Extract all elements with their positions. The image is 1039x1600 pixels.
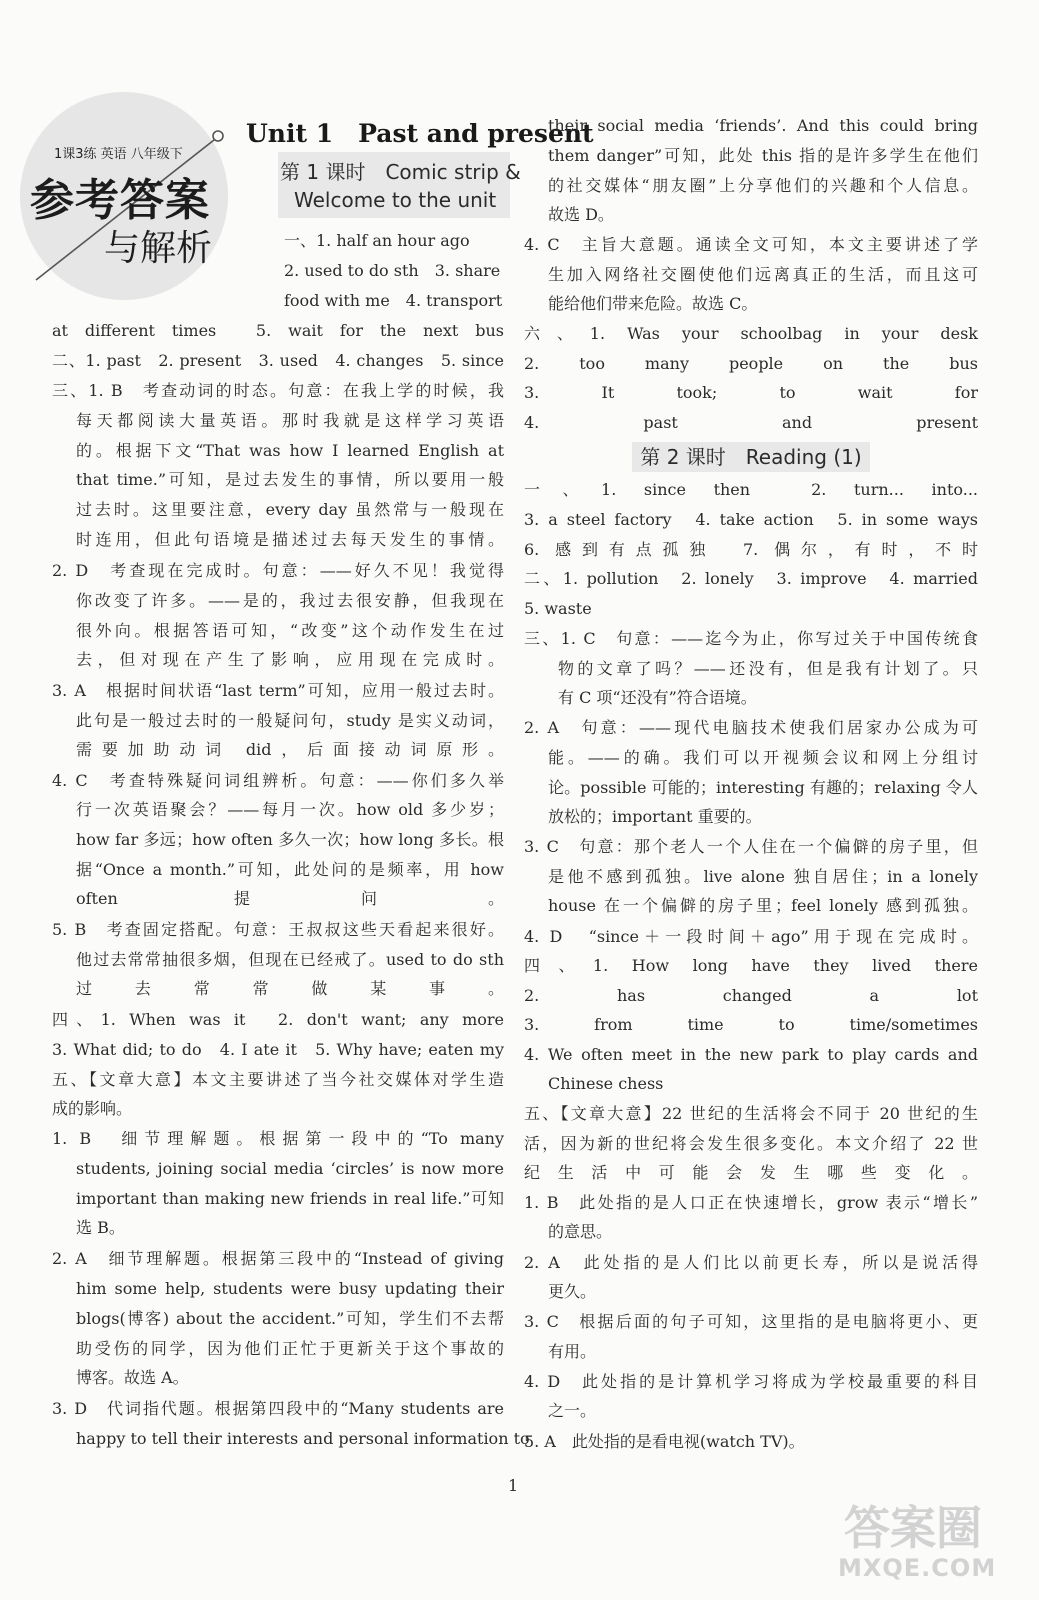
right-column-text-line: 4. C 主旨大意题。通读全文可知，本文主要讲述了学	[524, 235, 978, 254]
left-column-text-line: 2. D 考查现在完成时。句意：——好久不见！我觉得	[52, 561, 504, 580]
right-column-text-line: 4. D “since＋一段时间＋ago”用于现在完成时。	[524, 927, 978, 946]
left-column-text-line: 过去常常做某事。	[76, 979, 504, 998]
left-column-text-line: at different times 5. wait for the next bus	[52, 321, 504, 340]
left-column-text-line: him some help, students were busy updating their	[76, 1279, 504, 1298]
left-column-text-line: 行一次英语聚会？——每月一次。how old 多少岁；	[76, 800, 504, 819]
watermark-logo	[838, 1492, 1018, 1588]
right-column-text-line: 的意思。	[548, 1222, 613, 1241]
right-column-text-line: Chinese chess	[548, 1074, 664, 1093]
left-column-text-line: 三、1. B 考查动词的时态。句意：在我上学的时候，我	[52, 381, 504, 400]
right-column-text-line: 是他不感到孤独。live alone 独自居住；in a lonely	[548, 867, 978, 886]
left-column-text-line: food with me 4. transport	[284, 291, 503, 310]
right-column-text-line: 生加入网络社交圈使他们远离真正的生活，而且这可	[548, 265, 978, 284]
left-column-text-line: 此句是一般过去时的一般疑问句，study 是实义动词，	[76, 711, 504, 730]
right-column-text-line: them danger”可知，此处 this 指的是许多学生在他们	[548, 146, 978, 165]
right-column-text-line: 一、1. since then 2. turn... into...	[524, 480, 978, 499]
lesson-2-heading: 第 2 课时 Reading (1)	[632, 442, 870, 472]
right-column-text-line: 4. D 此处指的是计算机学习将成为学校最重要的科目	[524, 1372, 978, 1391]
right-column-text-line: 能给他们带来危险。故选 C。	[548, 294, 758, 313]
left-column-text-line: 成的影响。	[52, 1099, 133, 1118]
left-column-text-line: 1. B 细节理解题。根据第一段中的“To many	[52, 1129, 504, 1148]
right-column-text-line: 物的文章了吗？——还没有，但是我有计划了。只	[558, 659, 978, 678]
left-column-text-line: 很外向。根据答语可知，“改变”这个动作发生在过	[76, 621, 504, 640]
right-column-text-line: 1. B 此处指的是人口正在快速增长，grow 表示“增长”	[524, 1193, 978, 1212]
right-column-text-line: 2. too many people on the bus	[524, 354, 978, 373]
lesson-1-heading-line2: Welcome to the unit	[294, 188, 497, 212]
right-column-text-line: 5. waste	[524, 599, 592, 618]
left-column-text-line: 去，但对现在产生了影响，应用现在完成时。	[76, 650, 504, 669]
right-column-text-line: 之一。	[548, 1401, 597, 1420]
right-column-text-line: 论。possible 可能的；interesting 有趣的；relaxing 令人	[548, 778, 978, 797]
right-column-text-line: 纪生活中可能会发生哪些变化。	[524, 1163, 978, 1182]
left-column-text-line: 五、【文章大意】本文主要讲述了当今社交媒体对学生造	[52, 1070, 504, 1089]
left-column-text-line: 四、1. When was it 2. don't want; any more	[52, 1010, 504, 1029]
left-column-text-line: 2. used to do sth 3. share	[284, 261, 501, 280]
right-column-text-line: 六、1. Was your schoolbag in your desk	[524, 324, 978, 343]
left-column-text-line: happy to tell their interests and personal information to	[76, 1429, 530, 1448]
right-column-text-line: 有 C 项“还没有”符合语境。	[558, 688, 757, 707]
right-column-text-line: 5. A 此处指的是看电视(watch TV)。	[524, 1432, 805, 1451]
left-column-text-line: 据“Once a month.”可知，此处问的是频率，用 how	[76, 860, 504, 879]
left-column-text-line: students, joining social media ‘circles’ is now more	[76, 1159, 504, 1178]
right-column-text-line: their social media ‘friends’. And this could bring	[548, 116, 978, 135]
right-column-text-line: 活，因为新的世纪将会发生很多变化。本文介绍了 22 世	[524, 1134, 978, 1153]
book-series-label: 1课3练 英语 八年级下	[54, 147, 183, 162]
left-column-text-line: 一、1. half an hour ago	[284, 231, 470, 250]
watermark-url: MXQE.COM	[838, 1554, 997, 1582]
left-column-text-line: 他过去常常抽很多烟，但现在已经戒了。used to do sth	[76, 950, 504, 969]
right-column-text-line: 2. A 句意：——现代电脑技术使我们居家办公成为可	[524, 718, 978, 737]
left-column-text-line: 5. B 考查固定搭配。句意：王叔叔这些天看起来很好。	[52, 920, 504, 939]
right-column-text-line: 3. C 根据后面的句子可知，这里指的是电脑将更小、更	[524, 1312, 978, 1331]
right-column-text-line: 3. a steel factory 4. take action 5. in some ways	[524, 510, 978, 529]
left-column-text-line: that time.”可知，是过去发生的事情，所以要用一般	[76, 470, 504, 489]
left-column-text-line: often 提问。	[76, 889, 504, 908]
right-column-text-line: 3. from time to time/sometimes	[524, 1015, 978, 1034]
right-column-text-line: 3. C 句意：那个老人一个人住在一个偏僻的房子里，但	[524, 837, 978, 856]
right-column-text-line: 2. A 此处指的是人们比以前更长寿，所以是说活得	[524, 1253, 978, 1272]
left-column-text-line: blogs(博客) about the accident.”可知，学生们不去帮	[76, 1309, 504, 1328]
left-column-text-line: 的。根据下文“That was how I learned English at	[76, 441, 504, 460]
left-column-text-line: 二、1. past 2. present 3. used 4. changes 5. since	[52, 351, 504, 370]
left-column-text-line: 过去时。这里要注意，every day 虽然常与一般现在	[76, 500, 504, 519]
right-column-text-line: 二、1. pollution 2. lonely 3. improve 4. married	[524, 569, 978, 588]
left-column-text-line: 时连用，但此句语境是描述过去每天发生的事情。	[76, 530, 504, 549]
left-column-text-line: how far 多远；how often 多久一次；how long 多长。根	[76, 830, 504, 849]
lesson-1-heading-line1: 第 1 课时 Comic strip &	[280, 160, 521, 184]
left-column-text-line: 2. A 细节理解题。根据第三段中的“Instead of giving	[52, 1249, 504, 1268]
right-column-text-line: 3. It took; to wait for	[524, 383, 978, 402]
badge-subtitle: 与解析	[104, 228, 213, 269]
right-column-text-line: 的社交媒体“朋友圈”上分享他们的兴趣和个人信息。	[548, 176, 978, 195]
left-column-text-line: 需要加助动词 did，后面接动词原形。	[76, 740, 504, 759]
right-column-text-line: 五、【文章大意】22 世纪的生活将会不同于 20 世纪的生	[524, 1104, 978, 1123]
lesson-1-heading	[278, 152, 521, 218]
left-column-text-line: 3. D 代词指代题。根据第四段中的“Many students are	[52, 1399, 504, 1418]
left-column-text-line: 博客。故选 A。	[76, 1368, 189, 1387]
right-column-text-line: 有用。	[548, 1342, 597, 1361]
right-column-text-line: 放松的；important 重要的。	[548, 807, 762, 826]
right-column-text-line: 4. We often meet in the new park to play cards and	[524, 1045, 978, 1064]
unit-title: Unit 1 Past and present	[246, 119, 594, 148]
badge-title: 参考答案	[30, 175, 210, 226]
left-column-text-line: 选 B。	[76, 1218, 125, 1237]
left-column-text-line: 4. C 考查特殊疑问词组辨析。句意：——你们多久举	[52, 771, 504, 790]
right-column-text-line: house 在一个偏僻的房子里；feel lonely 感到孤独。	[548, 896, 978, 915]
left-column-text-line: important than making new friends in real life.”可知	[76, 1189, 504, 1208]
right-column-text-line: 三、1. C 句意：——迄今为止，你写过关于中国传统食	[524, 629, 978, 648]
right-column-text-line: 6. 感到有点孤独 7. 偶尔，有时，不时	[524, 540, 978, 559]
left-column-text-line: 每天都阅读大量英语。那时我就是这样学习英语	[76, 411, 504, 430]
left-column-text-line: 3. A 根据时间状语“last term”可知，应用一般过去时。	[52, 681, 504, 700]
right-column-text-line: 2. has changed a lot	[524, 986, 978, 1005]
left-column-text-line: 助受伤的同学，因为他们正忙于更新关于这个事故的	[76, 1339, 504, 1358]
right-column-text-line: 四、1. How long have they lived there	[524, 956, 978, 975]
left-column-text-line: 你改变了许多。——是的，我过去很安静，但我现在	[76, 591, 504, 610]
right-column-text-line: 故选 D。	[548, 205, 614, 224]
left-column-text-line: 3. What did; to do 4. I ate it 5. Why have; eaten my	[52, 1040, 504, 1059]
right-column-text-line: 更久。	[548, 1282, 597, 1301]
page-number: 1	[508, 1476, 519, 1495]
right-column-text-line: 4. past and present	[524, 413, 978, 432]
right-column-text-line: 能。——的确。我们可以开视频会议和网上分组讨	[548, 748, 978, 767]
watermark-text: 答案圈	[844, 1501, 982, 1555]
